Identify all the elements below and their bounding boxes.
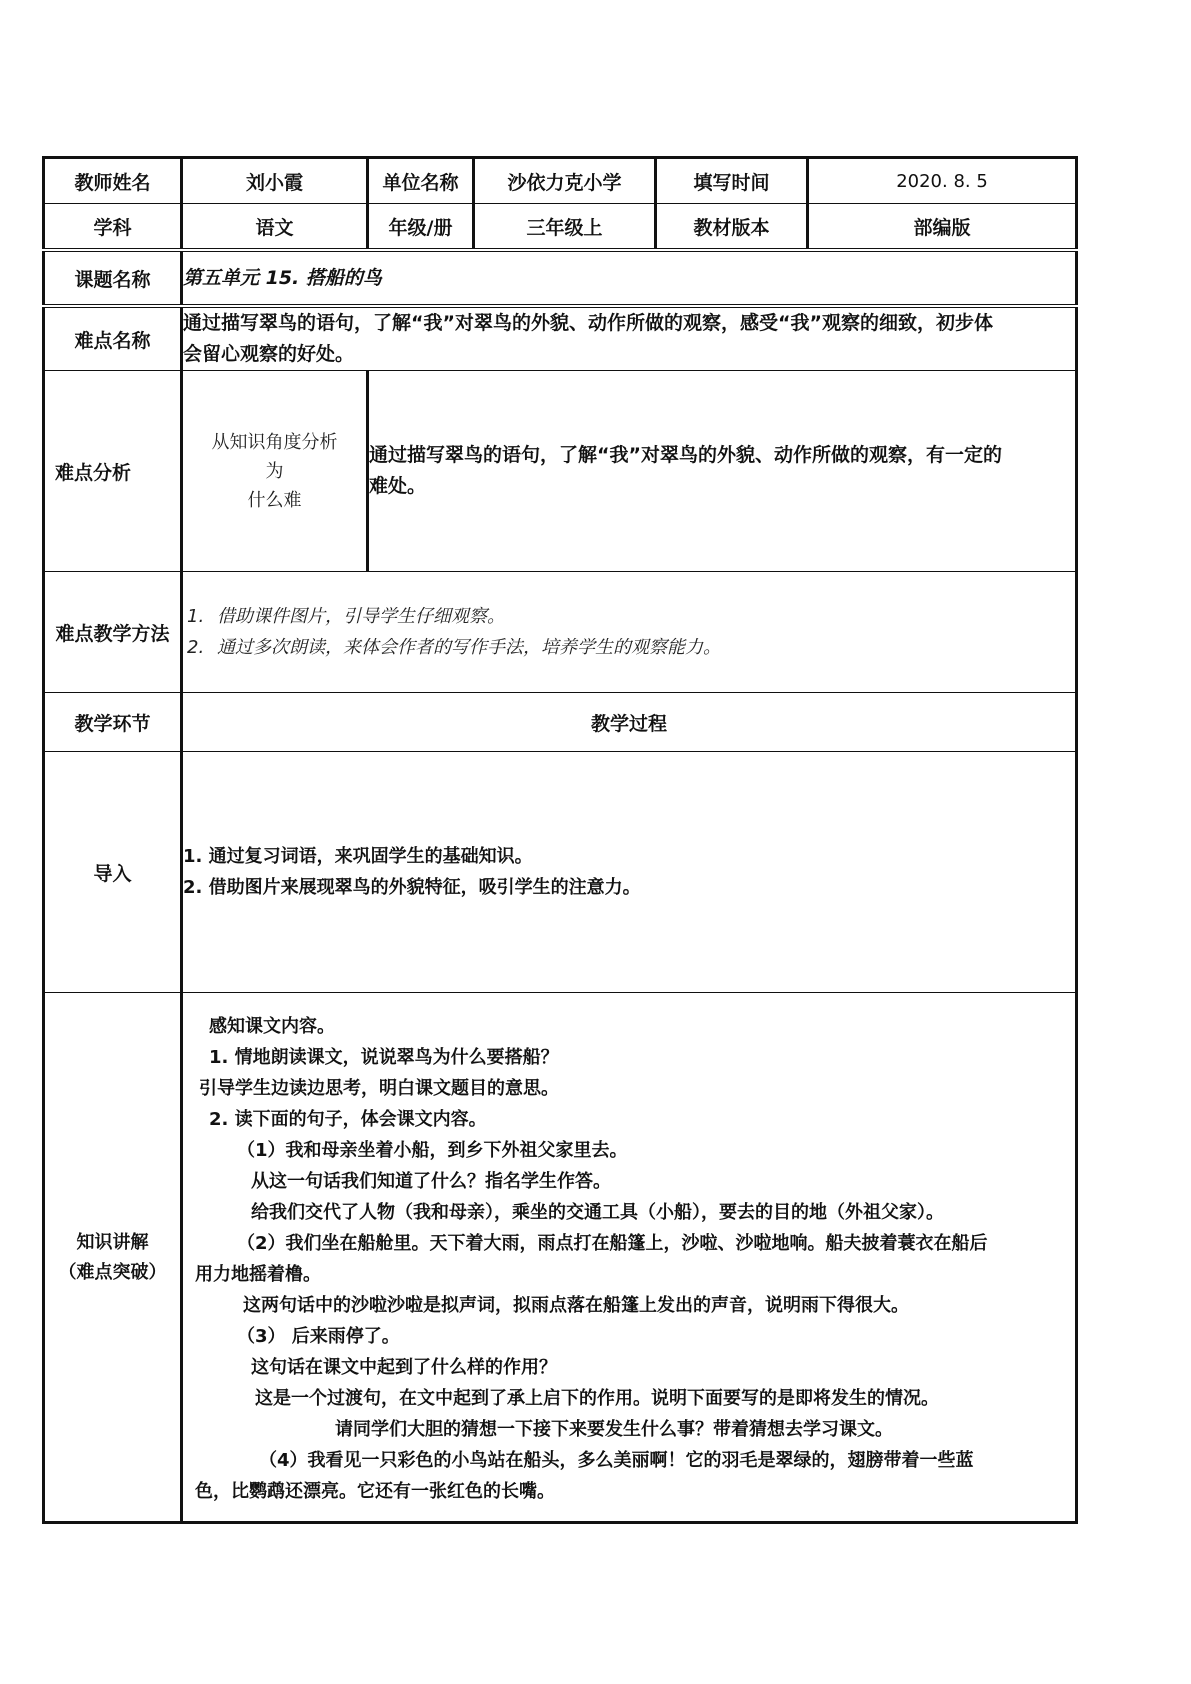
header-row-2	[44, 204, 1077, 251]
topic-label: 课题名称	[44, 250, 182, 306]
knowledge-line: 这是一个过渡句，在文中起到了承上启下的作用。说明下面要写的是即将发生的情况。	[255, 1388, 939, 1409]
sub-label-line: 什么难	[247, 489, 302, 511]
knowledge-line: 这两句话中的沙啦沙啦是拟声词，拟雨点落在船篷上发出的声音，说明雨下得很大。	[243, 1295, 909, 1316]
knowledge-line: 2. 读下面的句子，体会课文内容。	[209, 1109, 487, 1130]
fill-date-label: 填写时间	[656, 158, 808, 204]
difficulty-name-label: 难点名称	[44, 306, 182, 371]
teacher-name-value: 刘小霞	[182, 158, 368, 204]
knowledge-line: （2）我们坐在船舱里。天下着大雨，雨点打在船篷上，沙啦、沙啦地响。船夫披着蓑衣在船后	[237, 1233, 988, 1254]
difficulty-analysis-label: 难点分析	[44, 371, 182, 572]
teaching-method-item: 1. 借助课件图片，引导学生仔细观察。	[187, 606, 505, 627]
knowledge-line: 从这一句话我们知道了什么？指名学生作答。	[251, 1171, 611, 1192]
difficulty-name-line: 通过描写翠鸟的语句，了解“我”对翠鸟的外貌、动作所做的观察，感受“我”观察的细致，初步体	[183, 312, 993, 334]
sub-label-line: 从知识角度分析为	[211, 431, 338, 482]
knowledge-line: （3） 后来雨停了。	[237, 1326, 400, 1347]
difficulty-analysis-value	[368, 371, 1077, 572]
knowledge-line: 1. 情地朗读课文，说说翠鸟为什么要搭船？	[209, 1047, 559, 1068]
edition-label: 教材版本	[656, 204, 808, 251]
knowledge-line: 给我们交代了人物（我和母亲），乘坐的交通工具（小船），要去的目的地（外祖父家）。	[251, 1202, 944, 1223]
knowledge-label-line: 知识讲解	[76, 1232, 149, 1253]
unit-name-value: 沙依力克小学	[474, 158, 656, 204]
header-row-1	[44, 158, 1077, 204]
section-header-row	[44, 693, 1077, 752]
knowledge-line: 感知课文内容。	[209, 1016, 335, 1037]
intro-line: 2. 借助图片来展现翠鸟的外貌特征，吸引学生的注意力。	[183, 877, 641, 898]
intro-content	[182, 752, 1077, 993]
knowledge-line: 请同学们大胆的猜想一下接下来要发生什么事？带着猜想去学习课文。	[335, 1419, 893, 1440]
knowledge-row	[44, 993, 1077, 1523]
knowledge-label-line: （难点突破）	[58, 1262, 167, 1283]
knowledge-label	[44, 993, 182, 1523]
grade-value: 三年级上	[474, 204, 656, 251]
knowledge-line: （4）我看见一只彩色的小鸟站在船头，多么美丽啊！它的羽毛是翠绿的，翅膀带着一些蓝	[259, 1450, 974, 1471]
knowledge-line: 引导学生边读边思考，明白课文题目的意思。	[199, 1078, 559, 1099]
difficulty-analysis-line: 通过描写翠鸟的语句，了解“我”对翠鸟的外貌、动作所做的观察，有一定的	[369, 444, 1002, 466]
knowledge-line: 用力地摇着橹。	[195, 1264, 321, 1285]
difficulty-name-line: 会留心观察的好处。	[183, 343, 355, 365]
topic-row	[44, 250, 1077, 306]
subject-label: 学科	[44, 204, 182, 251]
unit-name-label: 单位名称	[368, 158, 474, 204]
topic-value: 第五单元 15. 搭船的鸟	[182, 250, 1077, 306]
edition-value: 部编版	[808, 204, 1077, 251]
difficulty-name-value	[182, 306, 1077, 371]
teaching-method-item: 2. 通过多次朗读，来体会作者的写作手法，培养学生的观察能力。	[187, 637, 721, 658]
difficulty-analysis-sub-label	[182, 371, 368, 572]
difficulty-name-row	[44, 306, 1077, 371]
teaching-method-list	[182, 572, 1077, 693]
teaching-method-row	[44, 572, 1077, 693]
difficulty-analysis-row	[44, 371, 1077, 572]
intro-line: 1. 通过复习词语，来巩固学生的基础知识。	[183, 846, 533, 867]
knowledge-line: （1）我和母亲坐着小船，到乡下外祖父家里去。	[237, 1140, 628, 1161]
teacher-name-label: 教师姓名	[44, 158, 182, 204]
knowledge-line: 这句话在课文中起到了什么样的作用？	[251, 1357, 557, 1378]
subject-value: 语文	[182, 204, 368, 251]
fill-date-value: 2020. 8. 5	[808, 158, 1077, 204]
grade-label: 年级/册	[368, 204, 474, 251]
teaching-method-label: 难点教学方法	[44, 572, 182, 693]
lesson-plan-table	[42, 156, 1078, 1524]
knowledge-line: 色，比鹦鹉还漂亮。它还有一张红色的长嘴。	[195, 1481, 555, 1502]
intro-row	[44, 752, 1077, 993]
knowledge-content	[182, 993, 1077, 1523]
intro-label: 导入	[44, 752, 182, 993]
difficulty-analysis-line: 难处。	[369, 475, 427, 497]
teaching-stage-label: 教学环节	[44, 693, 182, 752]
teaching-process-header: 教学过程	[182, 693, 1077, 752]
